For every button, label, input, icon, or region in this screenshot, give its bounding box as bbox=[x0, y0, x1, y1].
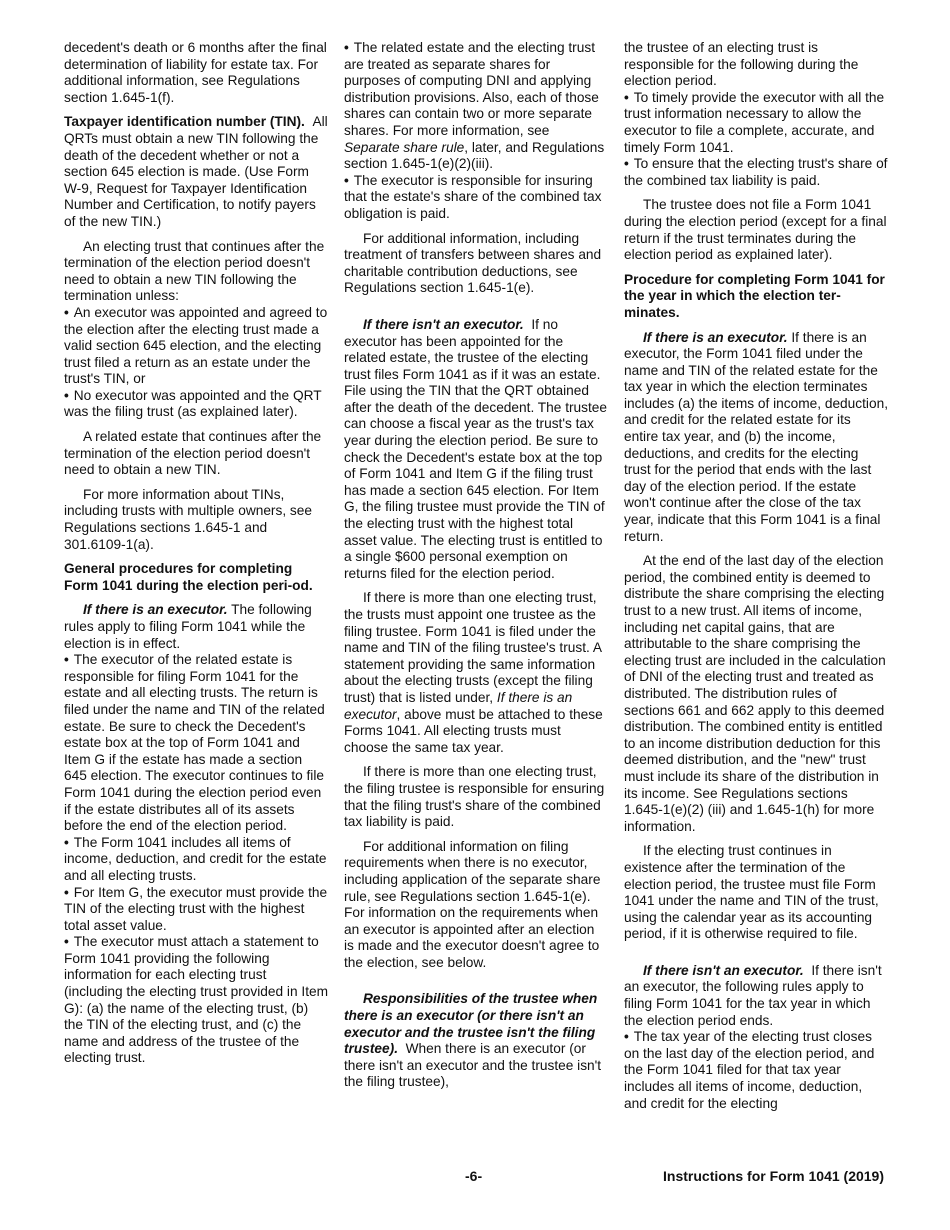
paragraph: If there is more than one electing trust, the filing trustee is responsible for ensuring that the filing trust's share of the combined tax liability is paid. bbox=[344, 764, 605, 830]
no-executor-paragraph bbox=[624, 963, 888, 1029]
bullet-item: • The Form 1041 includes all items of income, deduction, and credit for the estate and all electing trusts. bbox=[64, 835, 328, 885]
responsibilities-paragraph bbox=[344, 991, 608, 1091]
bullet-item: • The tax year of the electing trust closes on the last day of the election period, and the Form 1041 filed for that tax year includes all items of income, deduction, and credit for the electing bbox=[624, 1029, 888, 1112]
paragraph: The trustee does not file a Form 1041 during the election period (except for a final return if the trust terminates during the election period as explained later). bbox=[624, 197, 887, 263]
paragraph-text: All QRTs must obtain a new TIN following the death of the decedent whether or not a section 645 election is made. (Use Form W-9, Request for Taxpayer Identification Number and Certification, to notify payers of the new TIN.) bbox=[64, 114, 328, 229]
paragraph-text: If no executor has been appointed for the related estate, the trustee of the electing trust files Form 1041 as if it was an estate. File using the TIN that the QRT obtained after the death of the decedent. The trustee can choose a fiscal year as the trust's tax year during the election period. Be sure to check the Decedent's estate box at the top of Form 1041 and Item G if the filing trust has made a section 645 election. For Item G, the filing trustee must provide the TIN of the electing trust with the highest total asset value. The electing trust is entitled to a single $600 personal exemption on returns filed for the election period. bbox=[344, 316, 608, 581]
footer-title: Instructions for Form 1041 (2019) bbox=[663, 1168, 884, 1184]
paragraph: decedent's death or 6 months after the final determination of liability for estate tax. For additional information, see Regulations section 1.645-1(f). bbox=[64, 40, 327, 105]
text-run: , later, and Regulations section 1.645-1(e)(2)(iii). bbox=[344, 139, 605, 172]
paragraph: An electing trust that continues after the termination of the election period doesn't need to obtain a new TIN following the termination unless: bbox=[64, 238, 325, 304]
section-heading: General procedures for completing Form 1041 during the election peri-od. bbox=[64, 561, 313, 593]
section-heading: Procedure for completing Form 1041 for the year in which the election ter-minates. bbox=[624, 271, 885, 320]
no-executor-paragraph bbox=[344, 317, 608, 583]
bullet-item: • The executor must attach a statement to Form 1041 providing the following information for each electing trust (including the electing trust provided in Item G): (a) the name of the electing trust, (b) the TIN of the electing trust, and (c) the name and address of the trustee of the electing trust. bbox=[64, 934, 328, 1067]
run-in-heading: If there is an executor. bbox=[643, 329, 788, 345]
page-number: -6- bbox=[465, 1168, 483, 1184]
paragraph bbox=[344, 590, 608, 756]
bullet-item: • To ensure that the electing trust's share of the combined tax liability is paid. bbox=[624, 156, 888, 189]
paragraph: A related estate that continues after the termination of the election period doesn't need to obtain a new TIN. bbox=[64, 429, 322, 478]
run-in-heading: If there isn't an executor. bbox=[363, 316, 524, 332]
paragraph: At the end of the last day of the election period, the combined entity is deemed to distribute the share comprising the electing trust to a new trust. All items of income, including net capital gains, that are attributable to the share comprising the electing trust are included in the calculation of DNI of the electing trust and treated as distributed. The distribution rules of sections 661 and 662 apply to this deemed distribution. The combined entity is entitled to an income distribution deduction for this deemed distribution, and the "new" trust must include its share of the distribution in its income. See Regulations sections 1.645-1(e)(2) (iii) and 1.645-1(h) for more information. bbox=[624, 553, 886, 834]
section-heading: Taxpayer identification number (TIN). bbox=[64, 114, 305, 130]
bullet-item: • An executor was appointed and agreed to the election after the electing trust made a valid section 645 election, and the electing trust filed a return as an estate under the trust's TIN, or bbox=[64, 305, 328, 388]
bullet-item: • The executor is responsible for insuring that the estate's share of the combined tax obligation is paid. bbox=[344, 173, 608, 223]
run-in-heading: Responsibilities of the trustee when there is an executor (or there isn't an executor and the trustee isn't the filing trustee). bbox=[344, 991, 598, 1057]
bullet-item: • To timely provide the executor with all the trust information necessary to allow the executor to file a complete, accurate, and timely Form 1041. bbox=[624, 90, 888, 156]
bullet-item: • No executor was appointed and the QRT was the filing trust (as explained later). bbox=[64, 388, 328, 421]
run-in-heading: If there is an executor. bbox=[83, 602, 228, 618]
paragraph: For additional information, including treatment of transfers between shares and charitable contribution deductions, see Regulations section 1.645-1(e). bbox=[344, 230, 602, 296]
paragraph-text: The following rules apply to filing Form 1041 while the election is in effect. bbox=[64, 602, 312, 651]
column-2 bbox=[344, 40, 608, 1099]
column-1 bbox=[64, 40, 328, 1067]
column-3 bbox=[624, 40, 888, 1112]
bullet-item bbox=[344, 40, 608, 173]
cross-reference: Separate share rule bbox=[344, 139, 465, 155]
text-run: The related estate and the electing trust are treated as separate shares for purposes of computing DNI and applying distribution provisions. Also, each of those shares can contain two or more separate shares. For more information, see bbox=[344, 40, 599, 138]
paragraph: the trustee of an electing trust is responsible for the following during the election period. bbox=[624, 40, 859, 89]
text-run: , above must be attached to these Forms 1041. All electing trusts must choose the same tax year. bbox=[344, 706, 603, 755]
paragraph-text: If there is an executor, the Form 1041 filed under the name and TIN of the related estate for the tax year in which the election terminates includes (a) the items of income, deduction, and credit for the related estate for its entire tax year, and (b) the income, deductions, and credits for the electing trust for the period that ends with the last day of the election period. If the estate won't continue after the close of the tax year, indicate that this Form 1041 is a final return. bbox=[624, 329, 888, 544]
paragraph: For additional information on filing requirements when there is no executor, including application of the separate share rule, see Regulations section 1.645-1(e). For information on the requirements when an executor is appointed after an election is made and the executor doesn't agree to the election, see below. bbox=[344, 838, 601, 970]
paragraph-text: When there is an executor (or there isn't an executor and the trustee isn't the filing trustee), bbox=[344, 1041, 602, 1090]
executor-paragraph bbox=[64, 602, 328, 652]
tin-section bbox=[64, 114, 328, 230]
text-run: If there is more than one electing trust, the trusts must appoint one trustee as the filing trustee. Form 1041 is filed under the name and TIN of the filing trustee's trust. A statement providing the same information about the electing trusts (except the filing trust) that is listed under, bbox=[344, 590, 602, 705]
paragraph: For more information about TINs, including trusts with multiple owners, see Regulations sections 1.645-1 and 301.6109-1(a). bbox=[64, 486, 313, 552]
run-in-heading: If there isn't an executor. bbox=[643, 962, 804, 978]
paragraph: If the electing trust continues in existence after the termination of the election period, the trustee must file Form 1041 under the name and TIN of the trust, using the calendar year as its accounting period, if it is otherwise required to file. bbox=[624, 843, 879, 942]
bullet-item: • The executor of the related estate is responsible for filing Form 1041 for the estate and all electing trusts. The return is filed under the name and TIN of the related estate. Be sure to check the Decedent's estate box at the top of Form 1041 and Item G if the estate has made a section 645 election. The executor continues to file Form 1041 during the election period even if the estate distributes all of its assets before the end of the election period. bbox=[64, 652, 328, 835]
executor-paragraph bbox=[624, 330, 888, 546]
paragraph-text: If there isn't an executor, the following rules apply to filing Form 1041 for the tax year in which the election period ends. bbox=[624, 962, 882, 1028]
bullet-item: • For Item G, the executor must provide the TIN of the electing trust with the highest total asset value. bbox=[64, 885, 328, 935]
cross-reference: If there is an executor bbox=[344, 689, 573, 722]
